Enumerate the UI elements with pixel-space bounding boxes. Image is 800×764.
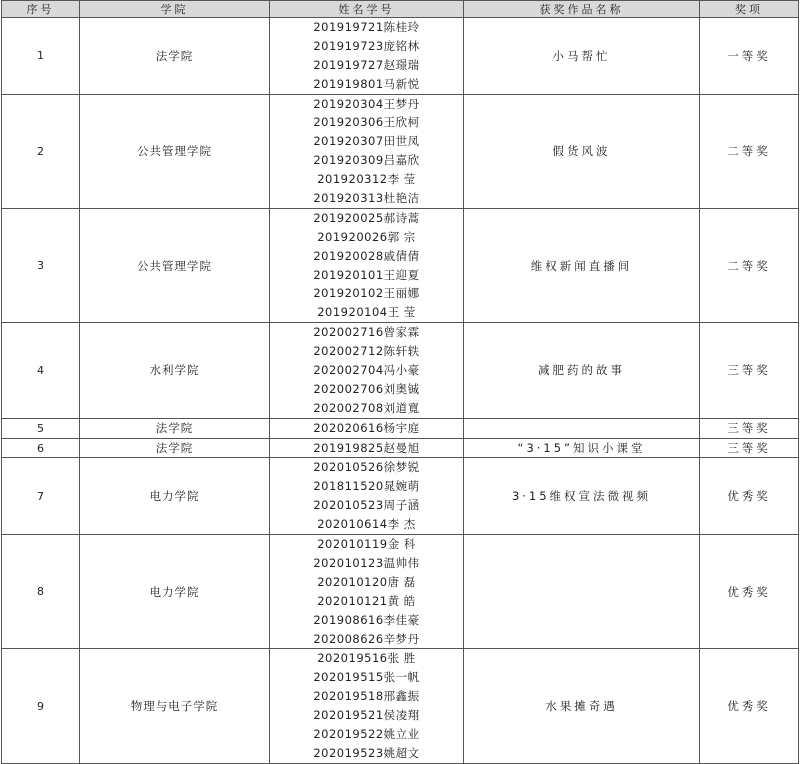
member-entry: 201919723庞铭林 [313, 38, 420, 53]
member-entry: 202002716曾家霖 [313, 325, 420, 340]
header-members: 姓名学号 [270, 1, 464, 18]
member-entry: 201919721陈桂玲 [313, 20, 420, 34]
table-row [2, 208, 799, 322]
members-cell [270, 18, 464, 95]
header-college: 学院 [80, 1, 270, 18]
row-number: 7 [2, 458, 80, 535]
member-entry: 201919825赵曼旭 [313, 440, 420, 455]
award-table [1, 0, 799, 764]
member-entry: 202002704冯小豪 [313, 363, 420, 378]
row-number: 3 [2, 208, 80, 322]
member-entry: 202019516张 胜 [317, 651, 416, 666]
members-cell [270, 208, 464, 322]
row-number: 1 [2, 18, 80, 95]
row-number: 8 [2, 535, 80, 649]
member-entry: 201920104王 莹 [317, 305, 416, 320]
table-row [2, 94, 799, 208]
work-title-cell: 水果摊奇遇 [464, 649, 700, 763]
member-entry: 202008626辛梦丹 [313, 631, 420, 646]
work-title-cell [464, 535, 700, 649]
members-cell [270, 418, 464, 438]
college-cell: 法学院 [80, 418, 270, 438]
work-title-cell: “3·15”知识小课堂 [464, 438, 700, 458]
award-cell: 二等奖 [700, 208, 799, 322]
members-cell [270, 649, 464, 763]
work-title-cell [464, 418, 700, 438]
award-cell: 三等奖 [700, 323, 799, 418]
member-entry: 202019515张一帆 [313, 670, 420, 685]
member-entry: 201920101王迎夏 [313, 267, 420, 282]
award-cell: 三等奖 [700, 418, 799, 438]
member-entry: 202010614李 杰 [317, 517, 416, 532]
member-entry: 202020616杨宇庭 [313, 420, 420, 435]
member-entry: 202010119金 科 [317, 537, 416, 552]
award-cell: 优秀奖 [700, 649, 799, 763]
college-cell: 公共管理学院 [80, 94, 270, 208]
table-body [2, 18, 799, 764]
member-entry: 201920025郝诗蒿 [313, 210, 420, 225]
member-entry: 201908616李佳豪 [313, 612, 420, 627]
member-entry: 201919801马新悦 [313, 76, 420, 91]
row-number: 6 [2, 438, 80, 458]
member-entry: 201920312李 莹 [317, 172, 416, 187]
header-award: 奖项 [700, 1, 799, 18]
members-cell [270, 323, 464, 418]
member-entry: 201920102王丽娜 [313, 286, 420, 301]
member-entry: 202002708刘道寬 [313, 400, 420, 415]
header-work: 获奖作品名称 [464, 1, 700, 18]
award-cell: 一等奖 [700, 18, 799, 95]
college-cell: 法学院 [80, 18, 270, 95]
work-title-cell: 减肥药的故事 [464, 323, 700, 418]
work-title-cell: 假货风波 [464, 94, 700, 208]
members-cell [270, 94, 464, 208]
college-cell: 电力学院 [80, 458, 270, 535]
table-row [2, 458, 799, 535]
member-entry: 201811520晁婉萌 [313, 479, 420, 494]
row-number: 4 [2, 323, 80, 418]
member-entry: 202019522姚立业 [313, 726, 420, 741]
table-row [2, 418, 799, 438]
member-entry: 202019521侯凌翔 [313, 708, 420, 723]
member-entry: 201920307田世凤 [313, 134, 420, 149]
college-cell: 水利学院 [80, 323, 270, 418]
member-entry: 202010121黄 皓 [317, 593, 416, 608]
table-row [2, 438, 799, 458]
member-entry: 201920306王欣柯 [313, 115, 420, 130]
member-entry: 201920304王梦丹 [313, 96, 420, 111]
work-title-cell: 小马帮忙 [464, 18, 700, 95]
table-row [2, 535, 799, 649]
member-entry: 202010526徐梦锐 [313, 460, 420, 475]
row-number: 9 [2, 649, 80, 763]
row-number: 5 [2, 418, 80, 438]
award-cell: 二等奖 [700, 94, 799, 208]
table-row [2, 18, 799, 95]
member-entry: 202010523周子涵 [313, 498, 420, 513]
header-row [2, 1, 799, 18]
member-entry: 201920028戚倩倩 [313, 248, 420, 263]
member-entry: 202019518邢鑫振 [313, 689, 420, 704]
member-entry: 202010123温帅伟 [313, 555, 420, 570]
award-cell: 优秀奖 [700, 458, 799, 535]
member-entry: 201920309吕嘉欣 [313, 153, 420, 168]
member-entry: 202002706刘奥铖 [313, 381, 420, 396]
members-cell [270, 535, 464, 649]
member-entry: 201920313杜艳洁 [313, 191, 420, 206]
college-cell: 公共管理学院 [80, 208, 270, 322]
award-cell: 三等奖 [700, 438, 799, 458]
table-row [2, 649, 799, 763]
member-entry: 201920026郭 宗 [317, 229, 416, 244]
row-number: 2 [2, 94, 80, 208]
members-cell [270, 458, 464, 535]
member-entry: 201919727赵璟瑞 [313, 57, 420, 72]
work-title-cell: 3·15维权宣法微视频 [464, 458, 700, 535]
college-cell: 法学院 [80, 438, 270, 458]
award-cell: 优秀奖 [700, 535, 799, 649]
header-no: 序号 [2, 1, 80, 18]
member-entry: 202010120唐 磊 [317, 574, 416, 589]
college-cell: 物理与电子学院 [80, 649, 270, 763]
members-cell [270, 438, 464, 458]
table-row [2, 323, 799, 418]
member-entry: 202002712陈轩轶 [313, 344, 420, 359]
work-title-cell: 维权新闻直播间 [464, 208, 700, 322]
college-cell: 电力学院 [80, 535, 270, 649]
member-entry: 202019523姚超文 [313, 745, 420, 760]
